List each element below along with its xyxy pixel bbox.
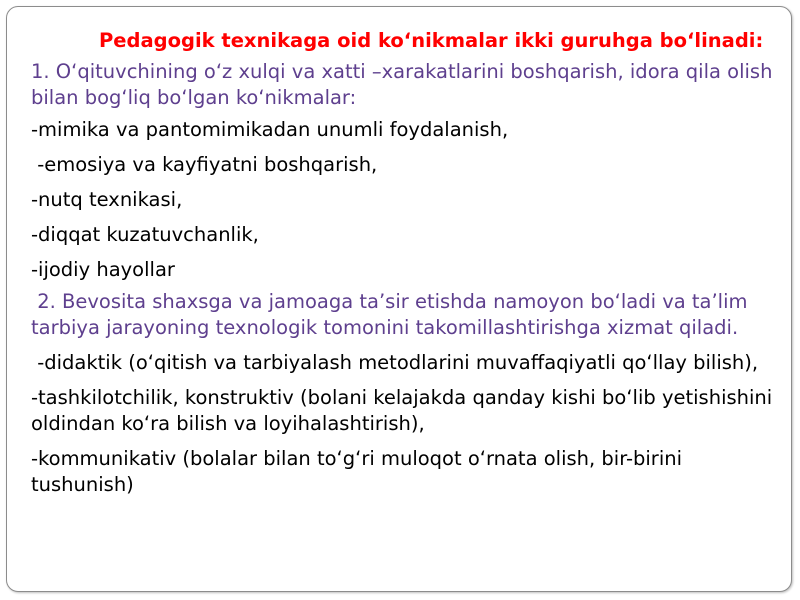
group-1-item-nutq: -nutq texnikasi, — [31, 188, 183, 211]
slide-title: Pedagogik texnikaga oid ko‘nikmalar ikki guruhga bo‘linadi: — [99, 29, 764, 52]
group-1-item-mimika: -mimika va pantomimikadan unumli foydalanish, — [31, 118, 509, 141]
group-2-item-tashkilotchilik: -tashkilotchilik, konstruktiv (bolani kelajakda qanday kishi bo‘lib yetishishini oldindan ko‘ra bilish va loyihalashtirish), — [31, 386, 773, 435]
group-1-item-ijodiy: -ijodiy hayollar — [31, 258, 175, 281]
slide-frame — [6, 6, 792, 592]
group-2-item-didaktik: -didaktik (o‘qitish va tarbiyalash metodlarini muvaffaqiyatli qo‘llay bilish), — [31, 351, 759, 374]
group-1-heading: 1. O‘qituvchining o‘z xulqi va xatti –xarakatlarini boshqarish, idora qila olish bilan bog‘liq bo‘lgan ko‘nikmalar: — [31, 60, 773, 109]
group-1-item-emosiya: -emosiya va kayfiyatni boshqarish, — [31, 153, 378, 176]
group-2-heading: 2. Bevosita shaxsga va jamoaga ta’sir etishda namoyon bo‘ladi va ta’lim tarbiya jarayoning texnologik tomonini takomillashtirishga xizmat qiladi. — [31, 290, 754, 339]
slide-content — [31, 29, 781, 498]
group-2-item-kommunikativ: -kommunikativ (bolalar bilan to‘g‘ri muloqot o‘rnata olish, bir-birini tushunish) — [31, 447, 683, 496]
group-1-item-diqqat: -diqqat kuzatuvchanlik, — [31, 223, 259, 246]
